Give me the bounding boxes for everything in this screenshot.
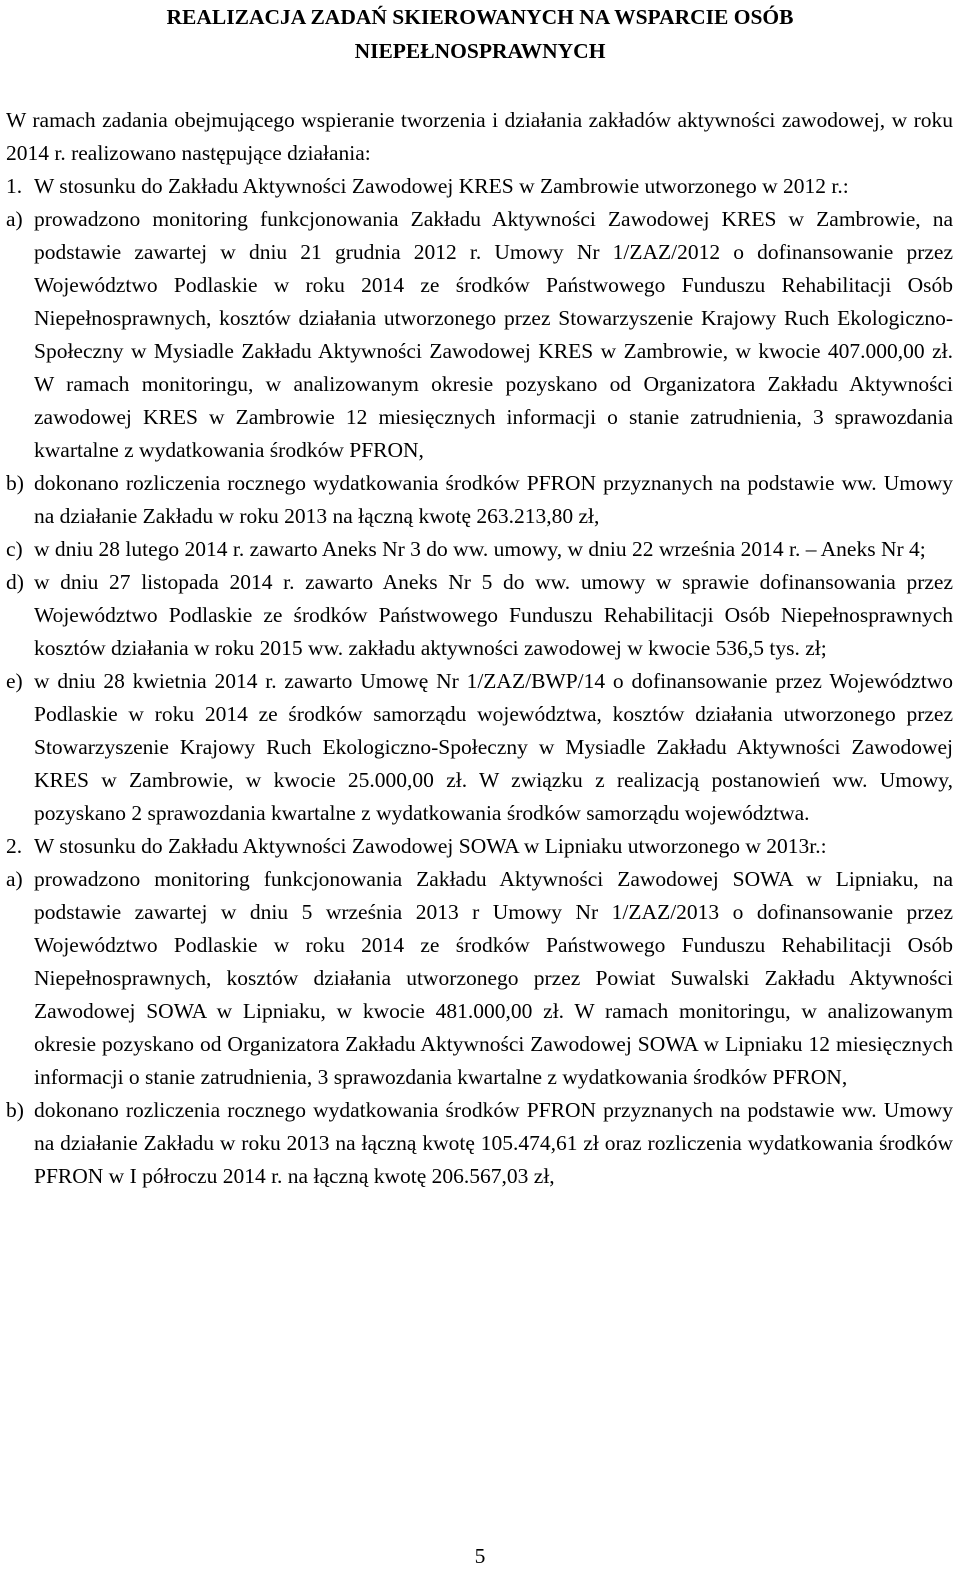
section-2-heading xyxy=(6,830,953,863)
item-marker: a) xyxy=(6,207,23,231)
section-1-item-c xyxy=(6,533,953,566)
item-marker: b) xyxy=(6,471,24,495)
section-1-item-d xyxy=(6,566,953,665)
item-text: w dniu 28 lutego 2014 r. zawarto Aneks Nr 3 do ww. umowy, w dniu 22 września 2014 r. – Aneks Nr 4; xyxy=(34,537,926,561)
intro-paragraph: W ramach zadania obejmującego wspieranie tworzenia i działania zakładów aktywności zawodowej, w roku 2014 r. realizowano następujące działania: xyxy=(6,108,953,165)
item-marker: a) xyxy=(6,867,23,891)
item-text: prowadzono monitoring funkcjonowania Zakładu Aktywności Zawodowej SOWA w Lipniaku, na podstawie zawartej w dniu 5 września 2013 r Umowy Nr 1/ZAZ/2013 o dofinansowanie przez Województwo Podlaskie w roku 2014 ze środków Państwowego Funduszu Rehabilitacji Osób Niepełnosprawnych, kosztów działania utworzonego przez Powiat Suwalski Zakładu Aktywności Zawodowej SOWA w Lipniaku, w kwocie 481.000,00 zł. W ramach monitoringu, w analizowanym okresie pozyskano od Organizatora Zakładu Aktywności Zawodowej SOWA w Lipniaku 12 miesięcznych informacji o stanie zatrudnienia, 3 sprawozdania kwartalne z wydatkowania środków PFRON, xyxy=(34,867,953,1089)
item-text: w dniu 27 listopada 2014 r. zawarto Aneks Nr 5 do ww. umowy w sprawie dofinansowania przez Województwo Podlaskie ze środków Państwowego Funduszu Rehabilitacji Osób Niepełnosprawnych kosztów działania w roku 2015 ww. zakładu aktywności zawodowej w kwocie 536,5 tys. zł; xyxy=(34,570,953,660)
section-1-marker: 1. xyxy=(6,174,23,198)
section-2-item-b xyxy=(6,1094,953,1193)
section-2-item-a xyxy=(6,863,953,1094)
item-text: prowadzono monitoring funkcjonowania Zakładu Aktywności Zawodowej KRES w Zambrowie, na podstawie zawartej w dniu 21 grudnia 2012 r. Umowy Nr 1/ZAZ/2012 o dofinansowanie przez Województwo Podlaskie w roku 2014 ze środków Państwowego Funduszu Rehabilitacji Osób Niepełnosprawnych, kosztów działania utworzonego przez Stowarzyszenie Krajowy Ruch Ekologiczno-Społeczny w Mysiadle Zakładu Aktywności Zawodowej KRES w Zambrowie, w kwocie 407.000,00 zł. W ramach monitoringu, w analizowanym okresie pozyskano od Organizatora Zakładu Aktywności zawodowej KRES w Zambrowie 12 miesięcznych informacji o stanie zatrudnienia, 3 sprawozdania kwartalne z wydatkowania środków PFRON, xyxy=(34,207,953,462)
item-marker: e) xyxy=(6,669,23,693)
item-marker: b) xyxy=(6,1098,24,1122)
section-1-item-a xyxy=(6,203,953,467)
title-line-2: NIEPEŁNOSPRAWNYCH xyxy=(354,39,606,63)
section-1-heading-text: W stosunku do Zakładu Aktywności Zawodowej KRES w Zambrowie utworzonego w 2012 r.: xyxy=(34,174,849,198)
document-title xyxy=(0,0,960,68)
page-number: 5 xyxy=(474,1544,486,1568)
document-body xyxy=(6,104,953,1193)
item-marker: d) xyxy=(6,570,24,594)
item-text: w dniu 28 kwietnia 2014 r. zawarto Umowę Nr 1/ZAZ/BWP/14 o dofinansowanie przez Województwo Podlaskie w roku 2014 ze środków samorządu województwa, kosztów działania utworzonego przez Stowarzyszenie Krajowy Ruch Ekologiczno-Społeczny w Mysiadle Zakładu Aktywności Zawodowej KRES w Zambrowie, w kwocie 25.000,00 zł. W związku z realizacją postanowień ww. Umowy, pozyskano 2 sprawozdania kwartalne z wydatkowania środków samorządu województwa. xyxy=(34,669,953,825)
section-1-item-b xyxy=(6,467,953,533)
title-line-1: REALIZACJA ZADAŃ SKIEROWANYCH NA WSPARCIE OSÓB xyxy=(166,5,794,29)
item-text: dokonano rozliczenia rocznego wydatkowania środków PFRON przyznanych na podstawie ww. Umowy na działanie Zakładu w roku 2013 na łączną kwotę 105.474,61 zł oraz rozliczenia wydatkowania środków PFRON w I półroczu 2014 r. na łączną kwotę 206.567,03 zł, xyxy=(34,1098,953,1188)
section-1-heading xyxy=(6,170,953,203)
item-text: dokonano rozliczenia rocznego wydatkowania środków PFRON przyznanych na podstawie ww. Umowy na działanie Zakładu w roku 2013 na łączną kwotę 263.213,80 zł, xyxy=(34,471,953,528)
section-2-heading-text: W stosunku do Zakładu Aktywności Zawodowej SOWA w Lipniaku utworzonego w 2013r.: xyxy=(34,834,827,858)
item-marker: c) xyxy=(6,537,23,561)
section-2-marker: 2. xyxy=(6,834,23,858)
section-1-item-e xyxy=(6,665,953,830)
